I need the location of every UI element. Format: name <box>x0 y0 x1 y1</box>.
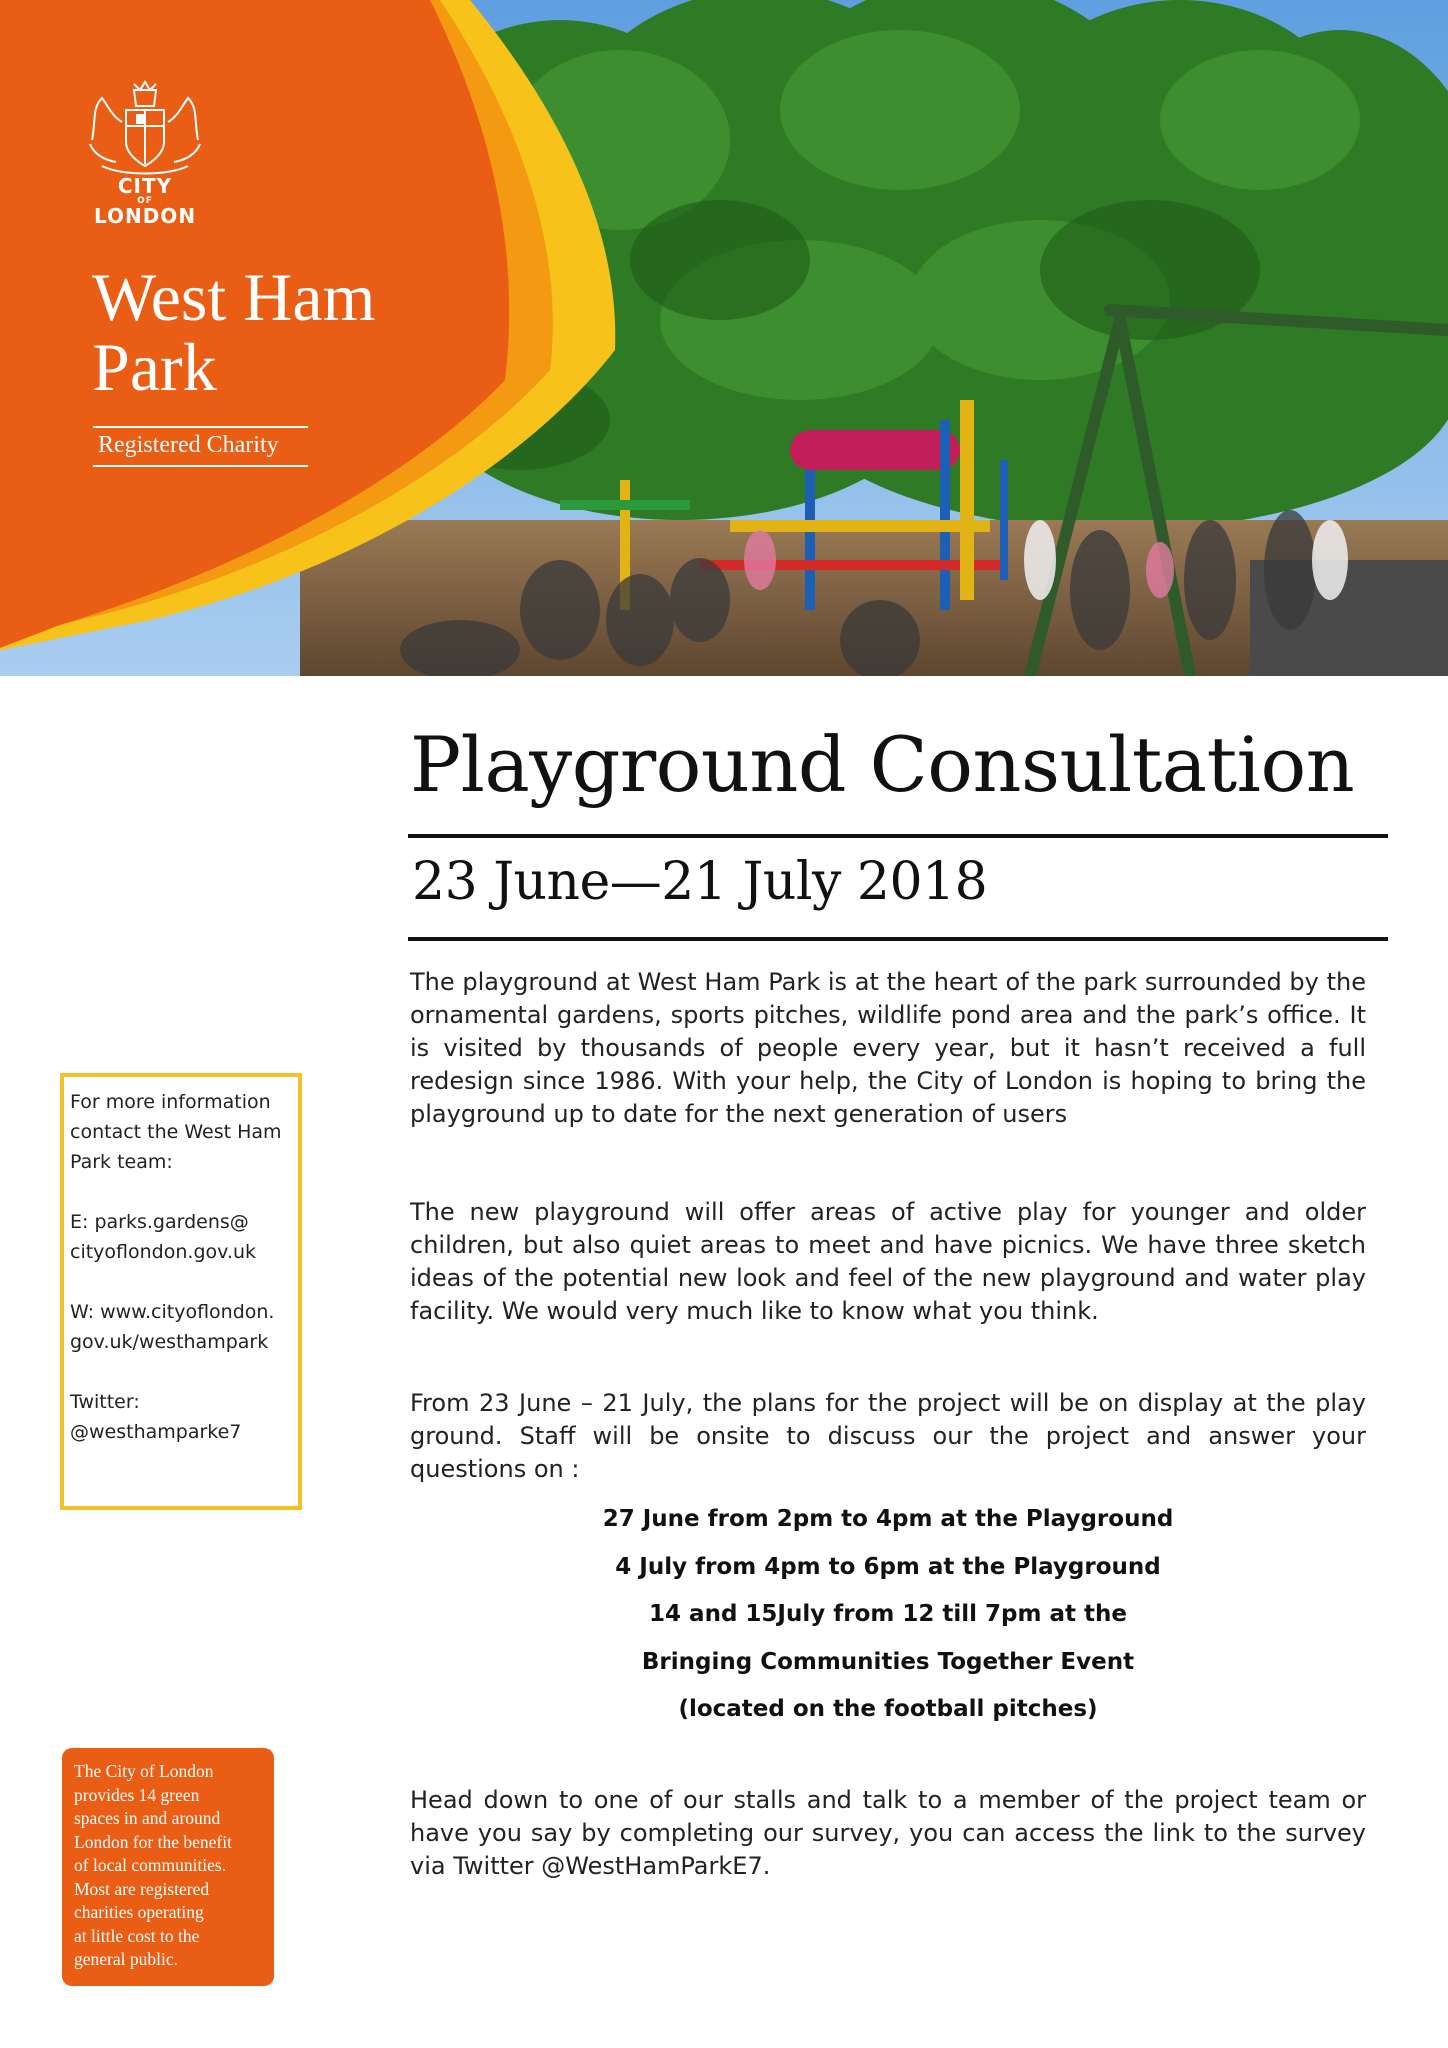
title-divider <box>408 834 1388 838</box>
note-line: Most are registered <box>74 1878 210 1899</box>
logo-line-city: CITY <box>117 174 173 198</box>
closing-paragraph: Head down to one of our stalls and talk to a member of the project team or have you say by completing our survey, you can access the link to the survey via Twitter @WestHamParkE7. <box>410 1786 1366 1880</box>
note-line: The City of London <box>74 1761 214 1781</box>
park-name <box>92 259 492 405</box>
header-banner <box>0 0 1448 676</box>
logo-line-of: OF <box>137 196 153 206</box>
contact-info-box <box>60 1073 302 1510</box>
note-line: London for the benefit <box>74 1831 232 1852</box>
info-line: For more information <box>70 1091 271 1113</box>
registered-charity-label: Registered Charity <box>98 432 279 458</box>
display-paragraph: From 23 June – 21 July, the plans for the project will be on display at the play ground. Staff will be onsite to discuss our the project and answer your questions on : <box>410 1389 1366 1483</box>
website-value: gov.uk/westhampark <box>70 1331 269 1353</box>
website-label: W: www.cityoflondon. <box>70 1301 275 1323</box>
charity-rule-top <box>93 426 308 428</box>
note-line: spaces in and around <box>74 1808 221 1828</box>
session-item: (located on the football pitches) <box>678 1696 1098 1722</box>
intro-paragraph: The playground at West Ham Park is at the heart of the park surrounded by the ornamental gardens, sports pitches, wildlife pond area and the park’s office. It is visited by thousands of people every year, but it hasn’t received a full redesign since 1986. With your help, the City of London is hoping to bring the playground up to date for the next generation of users <box>410 968 1366 1128</box>
note-line: charities operating <box>74 1902 204 1922</box>
page-title: Playground Consultation <box>410 720 1355 809</box>
info-line: contact the West Ham <box>70 1121 282 1143</box>
city-of-london-wordmark <box>70 176 220 227</box>
note-line: at little cost to the <box>74 1925 200 1946</box>
session-item: 4 July from 4pm to 6pm at the Playground <box>615 1553 1161 1580</box>
note-line: of local communities. <box>74 1855 227 1875</box>
park-name-line1: West Ham <box>92 259 376 335</box>
session-item: 14 and 15July from 12 till 7pm at the <box>649 1601 1127 1627</box>
session-list <box>410 1496 1366 1734</box>
session-item: 27 June from 2pm to 4pm at the Playground <box>602 1506 1174 1532</box>
twitter-label: Twitter: <box>70 1391 140 1413</box>
city-of-london-crest-icon <box>82 80 208 178</box>
note-line: general public. <box>74 1949 178 1969</box>
plans-paragraph: The new playground will offer areas of active play for younger and older children, but also quiet areas to meet and have picnics. We have three sketch ideas of the potential new look and feel of the new playground and water play facility. We would very much like to know what you think. <box>410 1198 1366 1325</box>
city-of-london-note <box>62 1748 274 1986</box>
consultation-dates: 23 June—21 July 2018 <box>412 852 988 912</box>
info-line: Park team: <box>70 1151 173 1173</box>
email-label: E: parks.gardens@ <box>70 1211 249 1233</box>
session-item: Bringing Communities Together Event <box>641 1648 1135 1675</box>
dates-divider <box>408 937 1388 941</box>
park-name-line2: Park <box>92 329 217 405</box>
note-line: provides 14 green <box>74 1784 200 1805</box>
charity-rule-bottom <box>93 465 308 467</box>
twitter-handle: @westhamparke7 <box>70 1421 242 1443</box>
logo-line-london: LONDON <box>93 204 197 229</box>
email-value: cityoflondon.gov.uk <box>70 1241 256 1263</box>
